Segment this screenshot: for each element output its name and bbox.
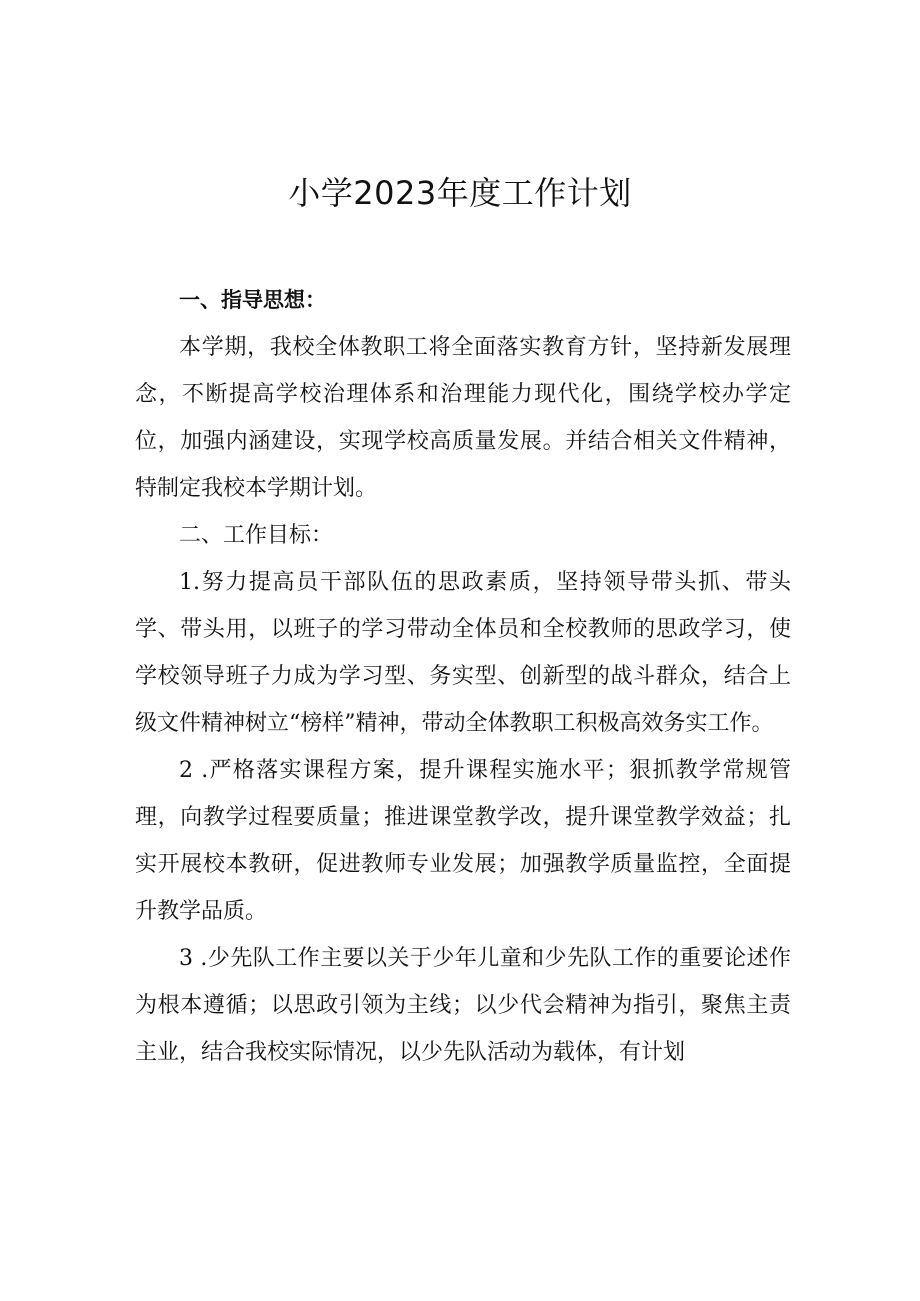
paragraph-goal-2: 2 .严格落实课程方案，提升课程实施水平；狠抓教学常规管理，向教学过程要质量；推进课堂教学改，提升课堂教学效益；扎实开展校本教研，促进教师专业发展；加强教学质量监控，全面提升教学品质。 (135, 758, 791, 924)
paragraph-goal-3: 3 .少先队工作主要以关于少年儿童和少先队工作的重要论述作为根本遵循；以思政引领为主线；以少代会精神为指引，聚焦主责主业，结合我校实际情况，以少先队活动为载体，有计划 (135, 946, 791, 1065)
section-heading-guiding-ideology: 一、指导思想： (179, 288, 326, 312)
paragraph-goal-1: 1.努力提高员干部队伍的思政素质，坚持领导带头抓、带头学、带头用，以班子的学习带动全体员和全校教师的思政学习，使学校领导班子力成为学习型、务实型、创新型的战斗群众，结合上级文件精神树立“榜样”精神，带动全体教职工积极高效务实工作。 (135, 570, 791, 736)
document-title: 小学2023年度工作计划 (288, 174, 632, 212)
paragraph-guiding-ideology: 本学期，我校全体教职工将全面落实教育方针，坚持新发展理念，不断提高学校治理体系和治理能力现代化，围绕学校办学定位，加强内涵建设，实现学校高质量发展。并结合相关文件精神，特制定我校本学期计划。 (135, 335, 791, 501)
document-body (135, 277, 791, 1076)
section-heading-work-goals: 二、工作目标： (179, 523, 334, 548)
